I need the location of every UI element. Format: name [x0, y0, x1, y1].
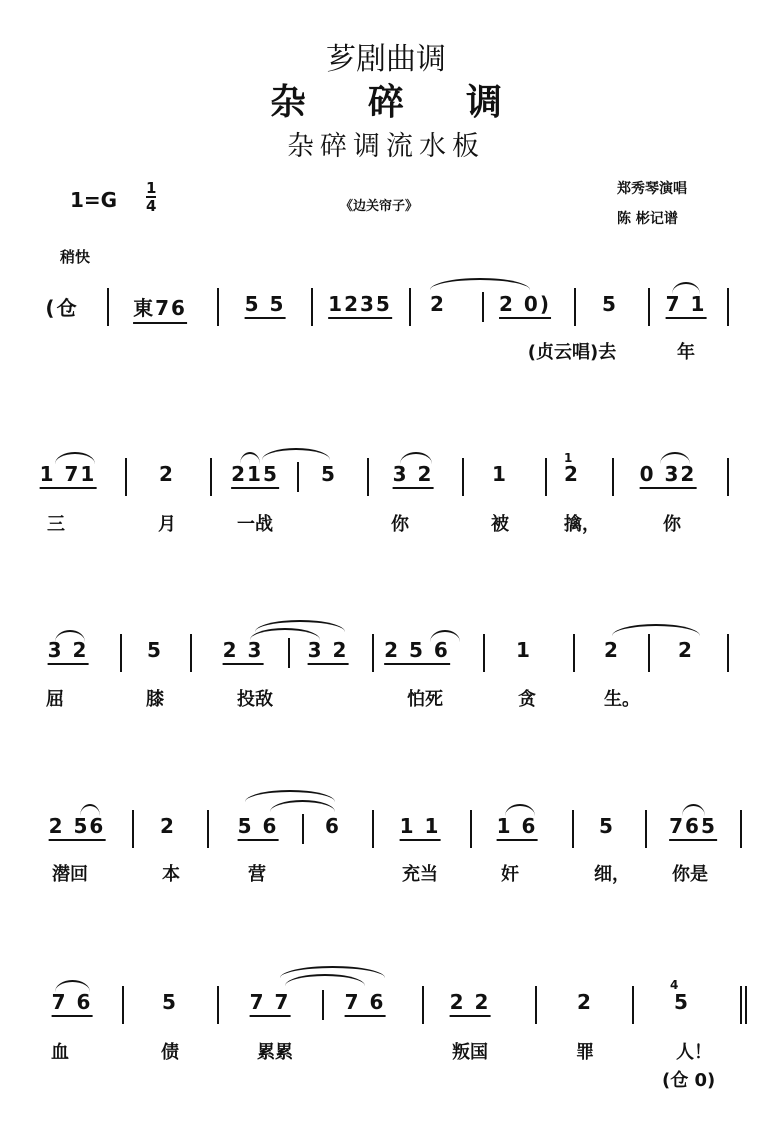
lyric: 被 — [491, 514, 509, 535]
lyric: 贪 — [518, 689, 536, 710]
note-group: 5 — [674, 990, 690, 1014]
note-group: 7 7 — [250, 990, 291, 1017]
barline — [311, 288, 313, 326]
lyric: (贞云唱)去 — [527, 342, 617, 363]
slur — [55, 630, 85, 642]
barline — [217, 288, 219, 326]
note-group: 2 3 — [223, 638, 264, 665]
barline — [572, 810, 574, 848]
lyric: 充当 — [402, 864, 438, 885]
barline — [745, 986, 747, 1024]
slur — [612, 624, 700, 636]
note-group: 3 2 — [48, 638, 89, 665]
song-subtitle: 杂碎调流水板 — [287, 131, 485, 162]
note-group: 2 — [160, 814, 176, 838]
lyric: 三 — [47, 514, 65, 535]
note-group: 1235 — [328, 292, 392, 319]
note-group: 5 — [602, 292, 618, 316]
lyric: 累累 — [257, 1042, 293, 1063]
lyric: 罪 — [576, 1042, 594, 1063]
barline — [545, 458, 547, 496]
note-group: 5 — [321, 462, 337, 486]
lyric: 一战 — [237, 514, 273, 535]
barline — [648, 634, 650, 672]
barline — [122, 986, 124, 1024]
lyric: 营 — [248, 864, 266, 885]
slur — [55, 452, 95, 464]
barline — [367, 458, 369, 496]
singer-credit: 郑秀琴演唱 — [617, 181, 687, 197]
lyric: 屈 — [46, 689, 64, 710]
note-group: 2 0) — [499, 292, 551, 319]
note-group: 2 56 — [49, 814, 106, 841]
note-group: (仓 — [45, 296, 79, 320]
note-group: 6 — [325, 814, 341, 838]
grace-note: 4 — [670, 978, 679, 992]
lyric: 你是 — [672, 864, 708, 885]
note-group: 2 — [678, 638, 694, 662]
lyric: 你 — [663, 514, 681, 535]
note-group: 1 6 — [497, 814, 538, 841]
note-group: 2 — [577, 990, 593, 1014]
note-group: 2 — [430, 292, 446, 316]
barline — [190, 634, 192, 672]
grace-note: 1 — [564, 451, 573, 465]
barline — [409, 288, 411, 326]
lyric: 潜回 — [52, 864, 88, 885]
barline — [217, 986, 219, 1024]
slur — [430, 278, 530, 290]
tempo-marking: 稍快 — [60, 248, 91, 266]
barline — [322, 990, 324, 1020]
barline — [462, 458, 464, 496]
lyric: 生。 — [604, 689, 640, 710]
genre-heading: 芗剧曲调 — [326, 42, 446, 77]
lyric: 投敌 — [237, 689, 273, 710]
transcriber-credit: 陈 彬记谱 — [617, 211, 678, 227]
barline — [302, 814, 304, 844]
barline — [132, 810, 134, 848]
note-group: 7 6 — [345, 990, 386, 1017]
lyric: 叛国 — [452, 1042, 488, 1063]
barline — [612, 458, 614, 496]
note-group: 7 1 — [666, 292, 707, 319]
note-group: 2 2 — [450, 990, 491, 1017]
slur — [672, 282, 700, 294]
slur — [660, 452, 690, 464]
barline — [740, 986, 742, 1024]
note-group: 3 2 — [308, 638, 349, 665]
note-group: 5 — [599, 814, 615, 838]
barline — [727, 634, 729, 672]
barline — [727, 458, 729, 496]
lyric: 擒， — [564, 514, 600, 535]
barline — [107, 288, 109, 326]
barline — [483, 634, 485, 672]
time-signature — [146, 180, 156, 214]
barline — [535, 986, 537, 1024]
slur — [55, 980, 90, 992]
key-signature: 1=G — [70, 188, 118, 212]
song-title: 杂碎调 — [269, 82, 564, 123]
note-group: 5 — [162, 990, 178, 1014]
barline — [207, 810, 209, 848]
slur — [682, 804, 705, 816]
barline — [645, 810, 647, 848]
barline — [422, 986, 424, 1024]
lyric: 人！ — [676, 1042, 712, 1063]
slur — [240, 452, 260, 464]
note-group: 5 5 — [245, 292, 286, 319]
lyric: 年 — [677, 342, 695, 363]
barline — [297, 462, 299, 492]
barline — [120, 634, 122, 672]
note-group: 215 — [231, 462, 279, 489]
barline — [125, 458, 127, 496]
barline — [372, 634, 374, 672]
lyric: 你 — [391, 514, 409, 535]
barline — [740, 810, 742, 848]
slur — [430, 630, 460, 642]
lyric: 奸 — [501, 864, 519, 885]
ending-percussion: (仓 0) — [662, 1070, 716, 1091]
time-top: 1 — [146, 179, 157, 197]
slur — [262, 448, 330, 460]
lyric: 膝 — [146, 689, 164, 710]
barline — [574, 288, 576, 326]
lyric: 怕死 — [407, 689, 443, 710]
note-group: 2 — [159, 462, 175, 486]
slur — [80, 804, 100, 816]
barline — [727, 288, 729, 326]
note-group: 2 5 6 — [384, 638, 450, 665]
barline — [573, 634, 575, 672]
barline — [482, 292, 484, 322]
note-group: 2 — [604, 638, 620, 662]
note-group: 5 — [147, 638, 163, 662]
barline — [648, 288, 650, 326]
source-title: 《边关帘子》 — [340, 199, 419, 214]
lyric: 债 — [161, 1042, 179, 1063]
barline — [470, 810, 472, 848]
barline — [632, 986, 634, 1024]
note-group: 1 1 — [400, 814, 441, 841]
note-group: 1 — [492, 462, 508, 486]
slur — [505, 804, 535, 816]
note-group: 3 2 — [393, 462, 434, 489]
lyric: 细， — [594, 864, 630, 885]
note-group: 1 — [516, 638, 532, 662]
lyric: 血 — [51, 1042, 69, 1063]
note-group: 5 6 — [238, 814, 279, 841]
barline — [288, 638, 290, 668]
time-bottom: 4 — [146, 197, 157, 215]
note-group: 7 6 — [52, 990, 93, 1017]
note-group: 東76 — [133, 292, 187, 324]
barline — [372, 810, 374, 848]
note-group: 0 32 — [640, 462, 697, 489]
note-group: 1 71 — [40, 462, 97, 489]
barline — [210, 458, 212, 496]
lyric: 本 — [162, 864, 180, 885]
note-group: 765 — [669, 814, 717, 841]
lyric: 月 — [158, 514, 176, 535]
note-group: 2 — [564, 462, 580, 486]
slur — [400, 452, 432, 464]
